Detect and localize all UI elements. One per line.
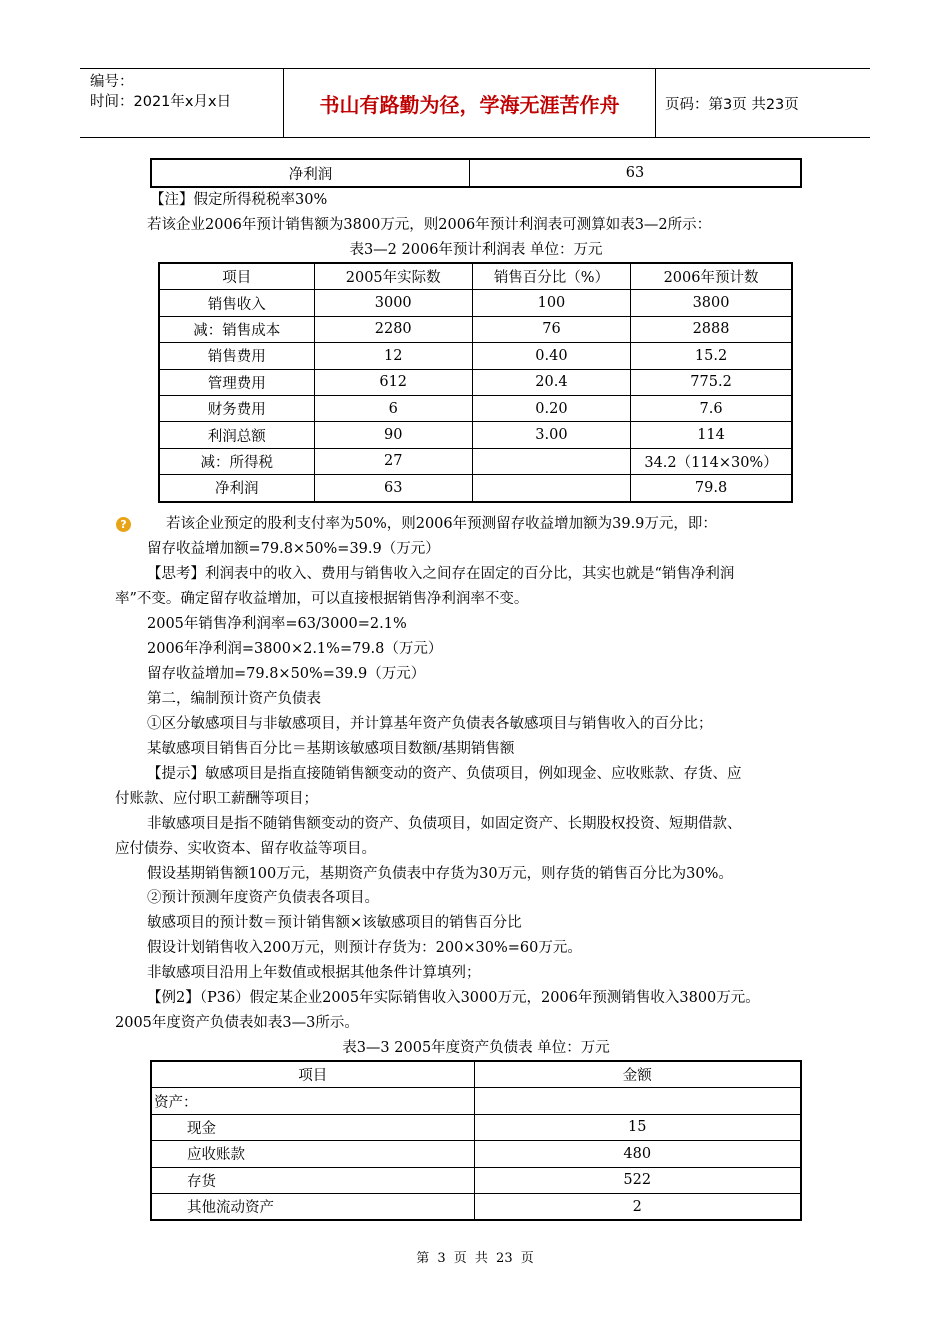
paragraph: 2005年度资产负债表如表3—3所示。 bbox=[115, 1015, 359, 1031]
table-cell: 76 bbox=[472, 316, 630, 342]
table-cell: 100 bbox=[472, 290, 630, 316]
table-cell: 销售收入 bbox=[159, 290, 314, 316]
table-cell: 6 bbox=[314, 395, 472, 421]
table-cell: 15.2 bbox=[631, 343, 792, 369]
table-cell: 12 bbox=[314, 343, 472, 369]
serial-label: 编号： bbox=[90, 74, 134, 90]
paragraph: 假设计划销售收入200万元，则预计存货为：200×30%=60万元。 bbox=[147, 940, 582, 956]
table-cell: 存货 bbox=[151, 1167, 474, 1193]
question-icon: ? bbox=[116, 517, 131, 532]
table-row bbox=[151, 1088, 801, 1114]
paragraph: 2006年净利润=3800×2.1%=79.8（万元） bbox=[147, 641, 443, 657]
table-row bbox=[159, 395, 792, 421]
column-header: 金额 bbox=[474, 1061, 801, 1088]
table-projected-income bbox=[158, 262, 793, 503]
table-cell: 3.00 bbox=[472, 422, 630, 448]
table-cell: 63 bbox=[314, 475, 472, 502]
table-row bbox=[159, 369, 792, 395]
table-cell: 612 bbox=[314, 369, 472, 395]
table-cell: 7.6 bbox=[631, 395, 792, 421]
page-footer: 第 3 页 共 23 页 bbox=[416, 1251, 534, 1266]
table-row bbox=[151, 1141, 801, 1167]
table-cell: 其他流动资产 bbox=[151, 1193, 474, 1220]
paragraph: ①区分敏感项目与非敏感项目，并计算基年资产负债表各敏感项目与销售收入的百分比； bbox=[147, 716, 713, 732]
table-cell: 63 bbox=[470, 159, 802, 187]
table3-caption: 表3—3 2005年度资产负债表 单位：万元 bbox=[342, 1040, 610, 1056]
table-cell: 减：销售成本 bbox=[159, 316, 314, 342]
table-header-row bbox=[151, 1061, 801, 1088]
table-row bbox=[151, 159, 801, 187]
paragraph: 留存收益增加=79.8×50%=39.9（万元） bbox=[147, 666, 426, 682]
header-meta bbox=[90, 72, 282, 112]
table-cell: 2280 bbox=[314, 316, 472, 342]
table-row bbox=[151, 1193, 801, 1220]
table-cell: 79.8 bbox=[631, 475, 792, 502]
table-cell: 20.4 bbox=[472, 369, 630, 395]
column-header: 2006年预计数 bbox=[631, 263, 792, 290]
section-label: 资产： bbox=[151, 1088, 474, 1114]
paragraph: 非敏感项目沿用上年数值或根据其他条件计算填列； bbox=[147, 965, 481, 981]
table-cell: 27 bbox=[314, 448, 472, 474]
table-cell bbox=[472, 475, 630, 502]
table-cell: 应收账款 bbox=[151, 1141, 474, 1167]
table-row bbox=[159, 343, 792, 369]
table-cell: 15 bbox=[474, 1114, 801, 1140]
column-header: 销售百分比（%） bbox=[472, 263, 630, 290]
paragraph: 假设基期销售额100万元，基期资产负债表中存货为30万元，则存货的销售百分比为30%。 bbox=[147, 866, 733, 882]
table-cell: 现金 bbox=[151, 1114, 474, 1140]
paragraph: 付账款、应付职工薪酬等项目； bbox=[115, 791, 318, 807]
paragraph: 2005年销售净利润率=63/3000=2.1% bbox=[147, 616, 407, 632]
header-motto: 书山有路勤为径，学海无涯苦作舟 bbox=[283, 69, 656, 137]
header-page-info: 页码：第3页 共23页 bbox=[665, 96, 799, 113]
table2-caption: 表3—2 2006年预计利润表 单位：万元 bbox=[349, 242, 603, 258]
table-cell: 2888 bbox=[631, 316, 792, 342]
table-row bbox=[151, 1114, 801, 1140]
table-row bbox=[159, 475, 792, 502]
table-cell: 净利润 bbox=[151, 159, 470, 187]
table-cell: 销售费用 bbox=[159, 343, 314, 369]
table-cell: 3800 bbox=[631, 290, 792, 316]
table-cell: 480 bbox=[474, 1141, 801, 1167]
paragraph: 【思考】利润表中的收入、费用与销售收入之间存在固定的百分比，其实也就是“销售净利润 bbox=[147, 566, 735, 582]
table-header-row bbox=[159, 263, 792, 290]
paragraph: 留存收益增加额=79.8×50%=39.9（万元） bbox=[147, 541, 440, 557]
table-cell: 522 bbox=[474, 1167, 801, 1193]
date-label: 时间：2021年x月x日 bbox=[90, 94, 232, 110]
table-cell: 90 bbox=[314, 422, 472, 448]
paragraph: ②预计预测年度资产负债表各项目。 bbox=[147, 890, 379, 906]
note-text: 【注】假定所得税税率30% bbox=[150, 192, 328, 208]
table-row bbox=[159, 448, 792, 474]
table-cell bbox=[474, 1088, 801, 1114]
table-cell: 减：所得税 bbox=[159, 448, 314, 474]
table-row bbox=[159, 316, 792, 342]
column-header: 项目 bbox=[159, 263, 314, 290]
column-header: 项目 bbox=[151, 1061, 474, 1088]
table-row bbox=[159, 290, 792, 316]
table-cell: 利润总额 bbox=[159, 422, 314, 448]
table-cell bbox=[472, 448, 630, 474]
paragraph: 【提示】敏感项目是指直接随销售额变动的资产、负债项目，例如现金、应收账款、存货、应 bbox=[147, 766, 742, 782]
page-header bbox=[80, 68, 870, 138]
table-cell: 34.2（114×30%） bbox=[631, 448, 792, 474]
table-cell: 财务费用 bbox=[159, 395, 314, 421]
table-cell: 0.40 bbox=[472, 343, 630, 369]
table-cell: 2 bbox=[474, 1193, 801, 1220]
column-header: 2005年实际数 bbox=[314, 263, 472, 290]
table-cell: 净利润 bbox=[159, 475, 314, 502]
table-cell: 管理费用 bbox=[159, 369, 314, 395]
intro-text: 若该企业2006年预计销售额为3800万元，则2006年预计利润表可测算如表3—2所示： bbox=[147, 217, 712, 233]
paragraph: 应付债券、实收资本、留存收益等项目。 bbox=[115, 841, 376, 857]
table-balance-sheet bbox=[150, 1060, 802, 1221]
paragraph: 【例2】（P36）假定某企业2005年实际销售收入3000万元，2006年预测销售收入3800万元。 bbox=[147, 990, 760, 1006]
table-cell: 3000 bbox=[314, 290, 472, 316]
table-net-profit-continued bbox=[150, 158, 802, 188]
table-row bbox=[151, 1167, 801, 1193]
paragraph: 率”不变。确定留存收益增加，可以直接根据销售净利润率不变。 bbox=[115, 591, 529, 607]
table-cell: 114 bbox=[631, 422, 792, 448]
paragraph: 敏感项目的预计数＝预计销售额×该敏感项目的销售百分比 bbox=[147, 915, 522, 931]
paragraph: 若该企业预定的股利支付率为50%，则2006年预测留存收益增加额为39.9万元，即： bbox=[166, 516, 717, 532]
paragraph: 某敏感项目销售百分比＝基期该敏感项目数额/基期销售额 bbox=[147, 741, 515, 757]
paragraph: 非敏感项目是指不随销售额变动的资产、负债项目，如固定资产、长期股权投资、短期借款、 bbox=[147, 816, 742, 832]
table-cell: 775.2 bbox=[631, 369, 792, 395]
table-row bbox=[159, 422, 792, 448]
paragraph: 第二，编制预计资产负债表 bbox=[147, 691, 321, 707]
table-cell: 0.20 bbox=[472, 395, 630, 421]
